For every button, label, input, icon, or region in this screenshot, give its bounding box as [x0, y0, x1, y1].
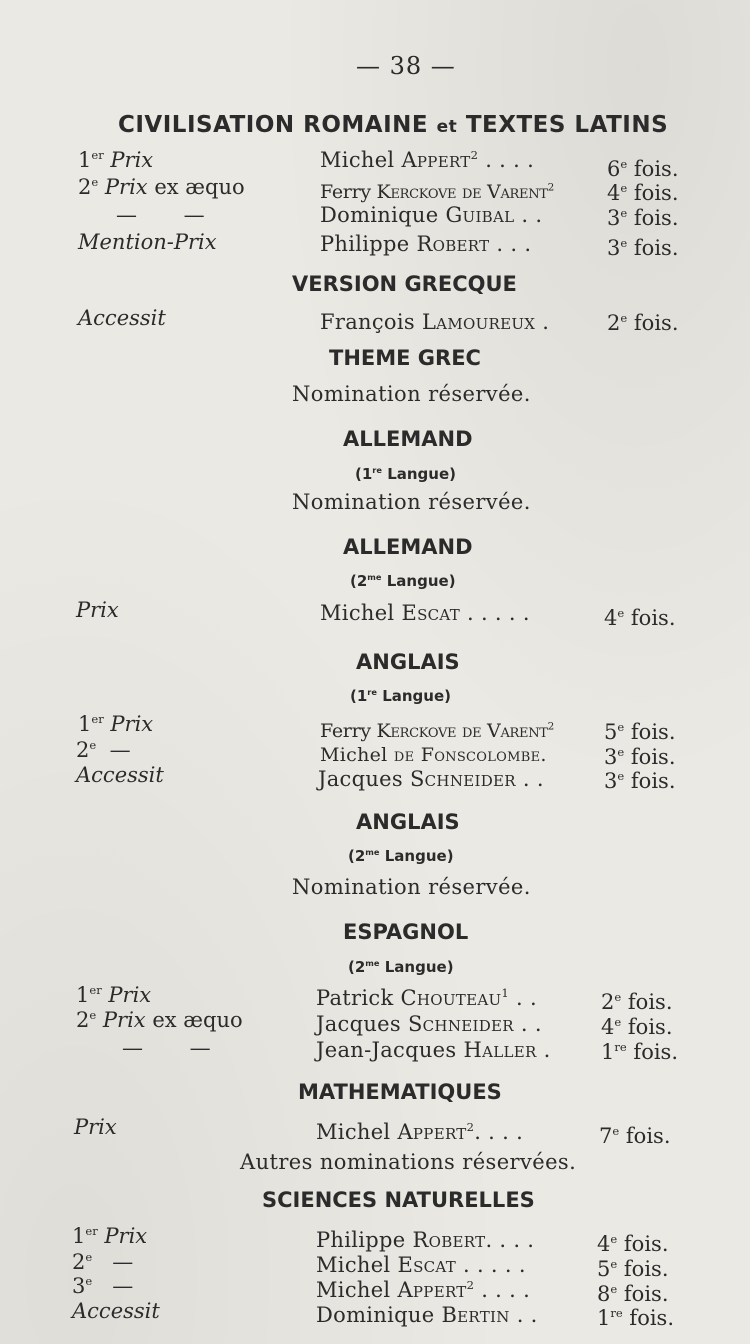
language-level: ($2^{me}$ Langue): [350, 572, 456, 590]
laureate-name: François Lamoureux .: [320, 310, 550, 334]
times-count: 4e fois.: [604, 606, 676, 630]
times-count: 5e fois.: [604, 720, 676, 744]
award-label: 2e —: [76, 738, 131, 762]
section-heading: ESPAGNOL: [343, 920, 469, 944]
times-count: 1re fois.: [601, 1040, 679, 1064]
section-heading: ALLEMAND: [343, 427, 473, 451]
award-label: Accessit: [78, 306, 166, 330]
laureate-name: Philippe Robert. . . .: [316, 1228, 535, 1252]
award-label: 2e —: [72, 1250, 134, 1274]
times-count: 3e fois.: [604, 745, 676, 769]
section-title-civilisation: [118, 112, 668, 138]
times-count: 2e fois.: [607, 311, 679, 335]
section-heading: ANGLAIS: [356, 650, 460, 674]
nomination-note: Autres nominations réservées.: [240, 1150, 577, 1174]
laureate-name: Michel Escat . . . . .: [320, 601, 530, 625]
section-heading: ALLEMAND: [343, 535, 473, 559]
laureate-name: Jacques Schneider . .: [318, 767, 544, 791]
times-count: 3e fois.: [604, 769, 676, 793]
nomination-note: Nomination réservée.: [292, 875, 531, 899]
times-count: 4e fois.: [607, 181, 679, 205]
times-count: 2e fois.: [601, 990, 673, 1014]
times-count: 4e fois.: [601, 1015, 673, 1039]
laureate-name: Michel Appert$^2$ . . . .: [320, 148, 535, 172]
award-label: Accessit: [76, 763, 164, 787]
award-label: — —: [122, 1036, 211, 1060]
times-count: 3e fois.: [607, 236, 679, 260]
award-label: 1er Prix: [72, 1224, 148, 1248]
section-heading: VERSION GRECQUE: [292, 272, 517, 296]
award-label: Mention-Prix: [78, 230, 217, 254]
laureate-name: Michel Escat . . . . .: [316, 1253, 526, 1277]
times-count: 8e fois.: [597, 1282, 669, 1306]
laureate-name: Jean-Jacques Haller .: [316, 1038, 551, 1062]
times-count: 3e fois.: [607, 206, 679, 230]
section-heading: ANGLAIS: [356, 810, 460, 834]
times-count: 5e fois.: [597, 1257, 669, 1281]
laureate-name: Patrick Chouteau$^1$ . .: [316, 986, 537, 1010]
laureate-name: Michel Appert$^2$. . . .: [316, 1120, 524, 1144]
section-heading: MATHEMATIQUES: [298, 1080, 502, 1104]
award-label: 1er Prix: [76, 983, 152, 1007]
laureate-name: Dominique Bertin . .: [316, 1303, 538, 1327]
section-heading: SCIENCES NATURELLES: [262, 1188, 535, 1212]
laureate-name: Dominique Guibal . .: [320, 203, 543, 227]
laureate-name: Ferry Kerckove de Varent$^2$: [320, 181, 555, 203]
times-count: 7e fois.: [599, 1124, 671, 1148]
award-label: 2e Prix ex æquo: [76, 1008, 243, 1032]
nomination-note: Nomination réservée.: [292, 490, 531, 514]
award-label: 2e Prix ex æquo: [78, 175, 245, 199]
section-heading: THEME GREC: [329, 346, 481, 370]
title-et: et: [436, 117, 458, 137]
award-label: — —: [116, 203, 205, 227]
times-count: 6e fois.: [607, 157, 679, 181]
laureate-name: Philippe Robert . . .: [320, 232, 532, 256]
award-label: 1er Prix: [78, 712, 154, 736]
title-left: CIVILISATION ROMAINE: [118, 112, 429, 138]
laureate-name: Michel de Fonscolombe.: [320, 744, 547, 766]
award-label: 3e —: [72, 1274, 134, 1298]
laureate-name: Jacques Schneider . .: [316, 1012, 542, 1036]
award-label: 1er Prix: [78, 148, 154, 172]
nomination-note: Nomination réservée.: [292, 382, 531, 406]
language-level: (1re Langue): [355, 465, 457, 483]
award-label: Prix: [76, 598, 119, 622]
times-count: 1re fois.: [597, 1306, 675, 1330]
language-level: ($2^{me}$ Langue): [348, 847, 454, 865]
laureate-name: Ferry Kerckove de Varent$^2$: [320, 720, 555, 742]
page-number: — 38 —: [356, 52, 456, 80]
laureate-name: Michel Appert$^2$ . . . .: [316, 1278, 531, 1302]
award-label: Prix: [74, 1115, 117, 1139]
language-level: ($2^{me}$ Langue): [348, 958, 454, 976]
language-level: (1re Langue): [350, 687, 452, 705]
times-count: 4e fois.: [597, 1232, 669, 1256]
title-right: TEXTES LATINS: [465, 112, 669, 138]
award-label: Accessit: [72, 1299, 160, 1323]
